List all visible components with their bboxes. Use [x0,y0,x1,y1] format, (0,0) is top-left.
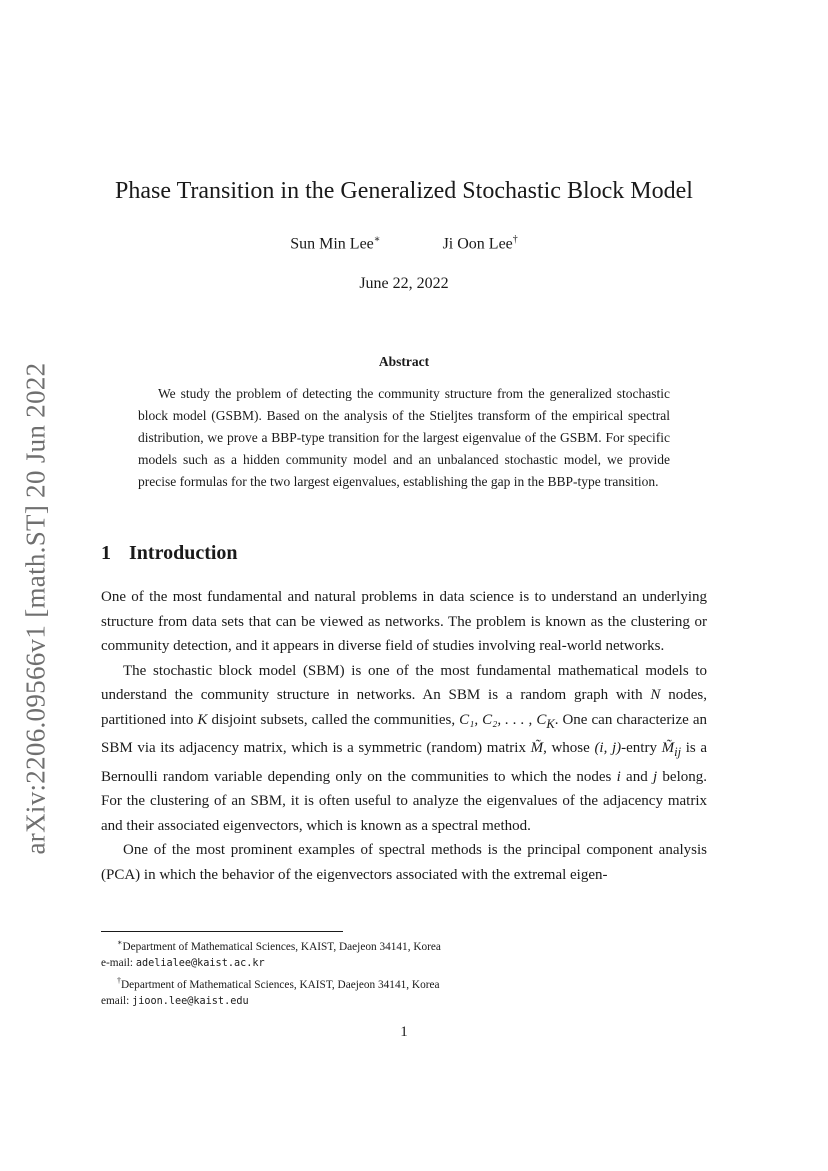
section-heading [101,542,238,565]
author-footnote-mark: ∗ [373,234,381,245]
email-address: adelialee@kaist.ac.kr [135,958,265,970]
footnote-email: e-mail: adelialee@kaist.ac.kr [101,957,265,970]
author-list [0,234,808,253]
paper-date: June 22, 2022 [359,275,449,292]
paragraph: The stochastic block model (SBM) is one of the most fundamental mathematical models to understand the community structure in networks. An SBM is a random graph with N nodes, partitioned into K disjoint subsets, called the communities, C₁, C₂, . . . , $C_K$. One can characterize an SBM via its adjacency matrix, which is a symmetric (random) matrix M̃, whose (i, j)-entry $M̃_{ij}$ is a Bernoulli random variable depending only on the communities to which the nodes i and j belong. For the clustering of an SBM, it is often useful to analyze the eigenvalues of the adjacency matrix and their associated eigenvectors, which is known as a spectral method. [101,662,707,834]
footnote-affiliation: ∗Department of Mathematical Sciences, KAIST, Daejeon 34141, Korea [117,938,441,953]
footnote-email: email: jioon.lee@kaist.edu [101,995,249,1008]
author-footnote-mark: † [512,234,518,245]
section-number: 1 [101,542,111,564]
email-address: jioon.lee@kaist.edu [132,996,249,1008]
arxiv-identifier: arXiv:2206.09566v1 [math.ST] 20 Jun 2022 [20,362,51,854]
arxiv-sidebar-stamp [10,352,62,864]
section-title: Introduction [129,542,238,564]
abstract-text: We study the problem of detecting the community structure from the generalized stochastic block model (GSBM). Based on the analysis of the Stieljtes transform of the empirical spectral distribution, we prove a BBP-type transition for the largest eigenvalue of the GSBM. For specific models such as a hidden community model and an unbalanced stochastic model, we provide precise formulas for the two largest eigenvalues, establishing the gap in the BBP-type transition. [138,386,670,489]
footnote-divider [101,931,343,932]
abstract-heading: Abstract [378,354,430,369]
footnotes [101,935,707,1011]
paragraph: One of the most prominent examples of spectral methods is the principal component analysis (PCA) in which the behavior of the eigenvectors associated with the extremal eigen- [101,842,707,883]
author-name: Sun Min Lee [290,235,374,253]
author [290,234,380,253]
paragraph: One of the most fundamental and natural problems in data science is to understand an underlying structure from data sets that can be viewed as networks. The problem is known as the clustering or community detection, and it appears in diverse field of studies involving real-world networks. [101,589,707,654]
section-body [101,585,707,887]
author [443,234,518,253]
author-name: Ji Oon Lee [442,235,513,253]
footnote-affiliation: †Department of Mathematical Sciences, KAIST, Daejeon 34141, Korea [117,975,440,991]
page-number: 1 [400,1024,408,1040]
paper-title: Phase Transition in the Generalized Stochastic Block Model [115,178,693,204]
